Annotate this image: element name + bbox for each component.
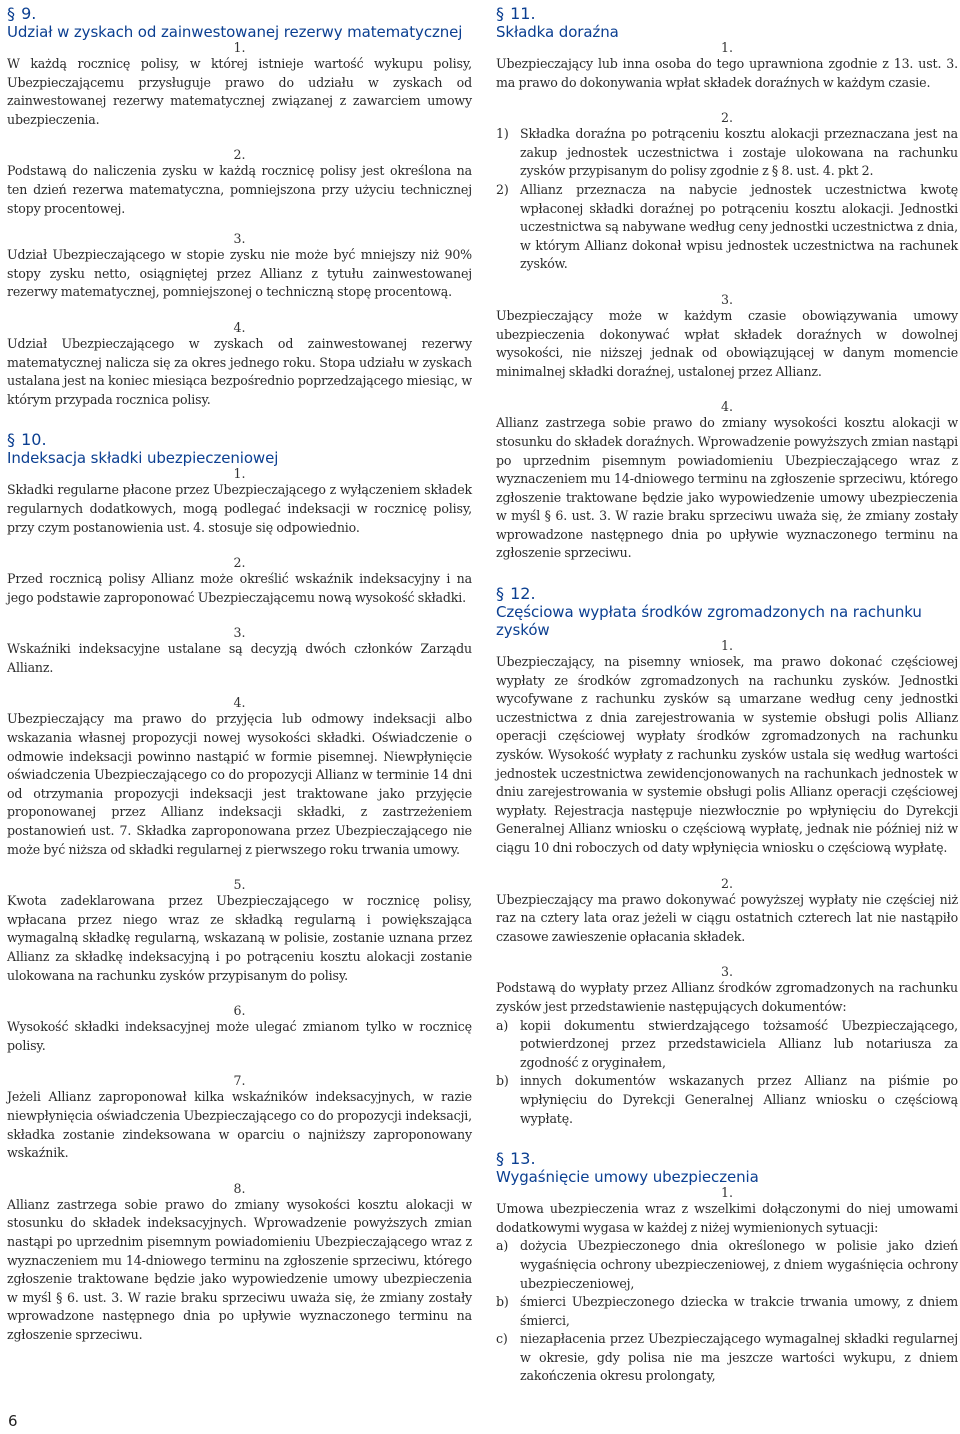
section-title: Udział w zyskach od zainwestowanej rezerwy matematycznej — [7, 23, 463, 41]
paragraph-number: 5. — [233, 877, 246, 893]
paragraph-number: 3. — [233, 625, 246, 641]
paragraph-number: 4. — [233, 695, 246, 711]
list-text: śmierci Ubezpieczonego dziecka w trakcie trwania umowy, z dniem śmierci, — [520, 1294, 958, 1328]
paragraph-text: Przed rocznicą polisy Allianz może określić wskaźnik indeksacyjny i na jego podstawie zaproponować Ubezpieczającemu nową wysokość składki. — [7, 571, 472, 605]
paragraph-text: W każdą rocznicę polisy, w której istnieje wartość wykupu polisy, Ubezpieczającemu przysługuje prawo do udziału w zyskach od zainwestowanej rezerwy matematycznej związanej z zawarciem umowy ubezpieczenia. — [7, 56, 472, 127]
left-column — [7, 4, 472, 1345]
section-mark: § — [496, 1149, 504, 1169]
paragraph-number: 1. — [720, 40, 734, 55]
paragraph-number: 6. — [233, 1003, 246, 1019]
section-title: Wygaśnięcie umowy ubezpieczenia — [496, 1168, 759, 1187]
paragraph-number: 3. — [720, 964, 734, 980]
section-number: 11. — [510, 4, 536, 23]
paragraph-number: 3. — [233, 231, 246, 247]
paragraph-text: Umowa ubezpieczenia wraz z wszelkimi dołączonymi do niej umowami dodatkowymi wygasa w każdej z niżej wymienionych sytuacji: — [496, 1201, 958, 1235]
section-mark: § — [7, 430, 15, 450]
paragraph-number: 3. — [720, 291, 734, 307]
paragraph-text: Składki regularne płacone przez Ubezpieczającego z wyłączeniem składek regularnych dodatkowych, mogą podlegać indeksacji w rocznicę polisy, przy czym postanowienia ust. 4. stosuje się odpowiednio. — [7, 482, 472, 535]
paragraph-text: Ubezpieczający, na pisemny wniosek, ma prawo dokonać częściowej wypłaty ze środków zgromadzonych na rachunku zysków. Jednostki wycofywane z rachunku zysków są umarzane według ceny jednostki uczestnictwa z dnia zarejestrowania w systemie obsługi polis Allianz operacji częściowej wypłaty środków zgromadzonych na rachunku zysków. Wysokość wypłaty z rachunku zysków ustala się według wartości jednostek uczestnictwa zewidencjonowanych na rachunkach jednostek w dniu zarejestrowania w systemie obsługi polis Allianz operacji częściowej wypłaty. Rejestracja następuje niezwłocznie po wpłynięciu do Dyrekcji Generalnej Allianz wniosku o częściową wypłatę, jednak nie później niż w ciągu 10 dni roboczych od daty wpłynięcia wniosku o częściową wypłatę. — [496, 654, 958, 855]
paragraph-text: Ubezpieczający ma prawo dokonywać powyższej wypłaty nie częściej niż raz na cztery lata oraz jeżeli w ciągu ostatnich czterech lat nie nastąpiło czasowe zawieszenie opłacania składek. — [496, 891, 958, 944]
list-item — [496, 1293, 958, 1330]
list-label: 1) — [496, 126, 509, 142]
paragraph-text: Kwota zadeklarowana przez Ubezpieczającego w rocznicę polisy, wpłacana przez niego wraz ze składką regularną i powiększająca wymagalną składkę regularną, wskazaną w polisie, zostanie uznana przez Allianz za składkę indeksacyjną i po potrąceniu kosztu alokacji zostanie ulokowana na rachunku zysków przypisanym do polisy. — [7, 893, 472, 983]
section-mark: § — [496, 4, 504, 23]
paragraph-number: 2. — [720, 110, 734, 126]
paragraph-text: Wysokość składki indeksacyjnej może ulegać zmianom tylko w rocznicę polisy. — [7, 1019, 472, 1053]
section-title: Indeksacja składki ubezpieczeniowej — [7, 449, 279, 468]
paragraph-text: Podstawą do naliczenia zysku w każdą rocznicę polisy jest określona na ten dzień rezerwa matematyczna, pomniejszona przy użyciu technicznej stopy procentowej. — [7, 163, 472, 216]
paragraph-number: 8. — [233, 1180, 246, 1196]
section-mark: § — [496, 584, 504, 604]
section-title: Częściowa wypłata środków zgromadzonych na rachunku zysków — [496, 603, 922, 640]
paragraph-number: 1. — [233, 40, 246, 55]
list-label: b) — [496, 1073, 509, 1089]
section-number: 10. — [21, 430, 47, 450]
list-text: Allianz przeznacza na nabycie jednostek uczestnictwa kwotę wpłaconej składki doraźnej po potrąceniu kosztu alokacji. Jednostki uczestnictwa są nabywane według ceny jednostki uczestnictwa z dnia, w którym Allianz dokonał wpisu jednostek uczestnictwa na rachunek zysków. — [520, 181, 958, 272]
paragraph-text: Jeżeli Allianz zaproponował kilka wskaźników indeksacyjnych, w razie niewpłynięcia oświadczenia Ubezpieczającego co do propozycji indeksacji, składka zostanie zindeksowana w oparciu o najniższy zaproponowany wskaźnik. — [7, 1089, 472, 1161]
list-item — [496, 1072, 958, 1128]
section-9 — [7, 4, 472, 409]
list-item — [496, 181, 958, 274]
section-number: 9. — [21, 4, 37, 23]
section-title: Składka doraźna — [496, 23, 619, 41]
list-text: niezapłacenia przez Ubezpieczającego wymagalnej składki regularnej w okresie, gdy polisa nie ma jeszcze wartości wykupu, z dniem zakończenia okresu prolongaty, — [520, 1331, 958, 1384]
right-column — [496, 4, 958, 1386]
paragraph-number: 4. — [233, 319, 246, 335]
paragraph-number: 2. — [233, 555, 246, 571]
paragraph-number: 1. — [233, 466, 246, 482]
section-12 — [496, 584, 958, 1128]
section-number: 13. — [510, 1149, 536, 1169]
paragraph-text: Allianz zastrzega sobie prawo do zmiany wysokości kosztu alokacji w stosunku do składek doraźnych. Wprowadzenie powyższych zmian nastąpi po uprzednim pisemnym powiadomieniu Ubezpieczającego wraz z wyznaczeniem mu 14-dniowego terminu na zgłoszenie sprzeciwu, którego zgłoszenie traktowane będzie jako wypowiedzenie umowy ubezpieczenia w myśl § 6. ust. 3. W razie braku sprzeciwu uważa się, że zmiany zostały wprowadzone następnego dnia po upływie wyznaczonego terminu na zgłoszenie sprzeciwu. — [496, 415, 958, 561]
paragraph-text: Allianz zastrzega sobie prawo do zmiany wysokości kosztu alokacji w stosunku do składek indeksacyjnych. Wprowadzenie powyższych zmian nastąpi po uprzednim pisemnym powiadomieniu Ubezpieczającego wraz z wyznaczeniem mu 14-dniowego terminu na zgłoszenie sprzeciwu, którego zgłoszenie traktowane będzie jako wypowiedzenie umowy ubezpieczenia w myśl § 6. ust. 3. W razie braku sprzeciwu uważa się, że zmiany zostały wprowadzone następnego dnia po upływie wyznaczonego terminu na zgłoszenie sprzeciwu. — [7, 1196, 472, 1342]
list-item — [496, 1237, 958, 1293]
list-text: dożycia Ubezpieczonego dnia określonego w polisie jako dzień wygaśnięcia ochrony ubezpieczeniowej, z dniem wygaśnięcia ochrony ubezpieczeniowej, — [520, 1238, 958, 1291]
list-item — [496, 1017, 958, 1073]
list-item — [496, 1330, 958, 1386]
paragraph-number: 1. — [720, 1185, 734, 1201]
paragraph-text: Podstawą do wypłaty przez Allianz środków zgromadzonych na rachunku zysków jest przedstawienie następujących dokumentów: — [496, 980, 958, 1014]
list-label: c) — [496, 1331, 508, 1347]
list-text: kopii dokumentu stwierdzającego tożsamość Ubezpieczającego, potwierdzonej przez przedstawiciela Allianz lub notariusza za zgodność z oryginałem, — [520, 1017, 958, 1070]
paragraph-number: 2. — [720, 875, 734, 891]
paragraph-text: Ubezpieczający ma prawo do przyjęcia lub odmowy indeksacji albo wskazania własnej propozycji nowej wysokości składki. Oświadczenie o odmowie indeksacji powinno nastąpić w formie pisemnej. Niewpłynięcie oświadczenia Ubezpieczającego co do propozycji Allianz w terminie 14 dni od otrzymania propozycji indeksacji jest traktowane jako przyjęcie proponowanej przez Allianz indeksacji składki, z zastrzeżeniem postanowień ust. 7. Składka zaproponowana przez Ubezpieczającego nie może być niższa od składki regularnej z pierwszego roku trwania umowy. — [7, 711, 472, 857]
section-11 — [496, 4, 958, 563]
paragraph-number: 4. — [720, 399, 734, 415]
paragraph-text: Udział Ubezpieczającego w zyskach od zainwestowanej rezerwy matematycznej nalicza się za okres jednego roku. Stopa udziału w zyskach ustalana jest na koniec miesiąca bezpośrednio poprzedzającego miesiąc, w którym przypada rocznica polisy. — [7, 335, 472, 407]
paragraph-text: Ubezpieczający lub inna osoba do tego uprawniona zgodnie z 13. ust. 3. ma prawo do dokonywania wpłat składek doraźnych w każdym czasie. — [496, 56, 958, 90]
paragraph-text: Ubezpieczający może w każdym czasie obowiązywania umowy ubezpieczenia dokonywać wpłat składek doraźnych w dowolnej wysokości, nie niższej jednak od obowiązującej w danym momencie minimalnej składki doraźnej, ustalonej przez Allianz. — [496, 307, 958, 379]
section-10 — [7, 430, 472, 1344]
page-number: 6 — [8, 1412, 18, 1430]
list-item — [496, 125, 958, 181]
list-label: b) — [496, 1294, 509, 1310]
paragraph-number: 1. — [720, 638, 734, 654]
list-text: Składka doraźna po potrąceniu kosztu alokacji przeznaczana jest na zakup jednostek uczestnictwa i zostaje ulokowana na rachunku zysków przypisanym do polisy zgodnie z § 8. ust. 4. pkt 2. — [520, 126, 958, 179]
paragraph-text: Udział Ubezpieczającego w stopie zysku nie może być mniejszy niż 90% stopy zysku netto, osiągniętej przez Allianz z tytułu zainwestowanej rezerwy matematycznej, pomniejszonej o techniczną stopę procentową. — [7, 247, 472, 300]
paragraph-text: Wskaźniki indeksacyjne ustalane są decyzją dwóch członków Zarządu Allianz. — [7, 641, 472, 675]
list-text: innych dokumentów wskazanych przez Allianz na piśmie po wpłynięciu do Dyrekcji Generalnej Allianz wniosku o częściową wypłatę. — [520, 1073, 958, 1126]
section-mark: § — [7, 4, 15, 23]
section-13 — [496, 1149, 958, 1386]
section-number: 12. — [510, 584, 536, 604]
list-label: a) — [496, 1017, 509, 1033]
list-label: 2) — [496, 181, 509, 197]
list-label: a) — [496, 1238, 509, 1254]
paragraph-number: 7. — [233, 1073, 246, 1089]
paragraph-number: 2. — [233, 147, 246, 163]
